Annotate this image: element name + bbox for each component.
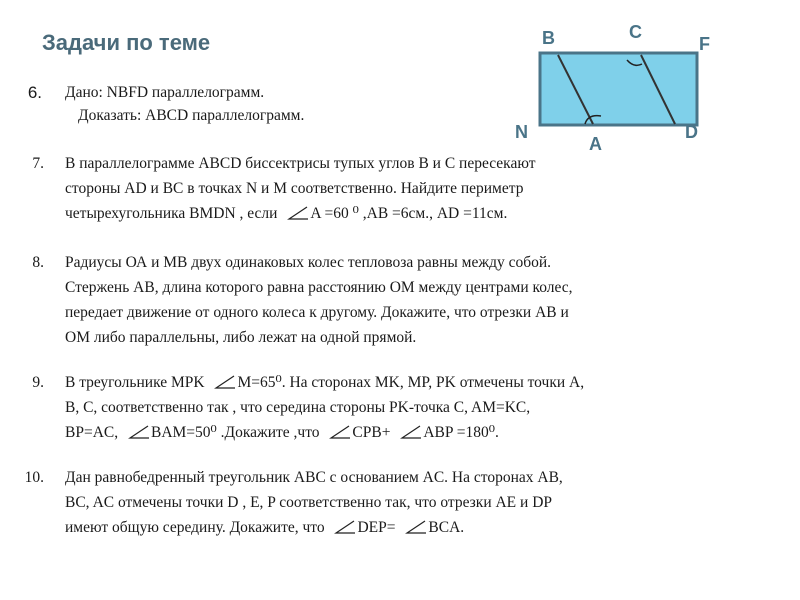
label-b: B: [542, 28, 555, 48]
problem-number: 10.: [24, 469, 44, 486]
problem-line: Доказать: ABCD параллелограмм.: [78, 107, 305, 124]
line-text: BCA.: [428, 519, 465, 536]
problem-line: В параллелограмме ABCD биссектрисы тупых углов B и C пересекают: [65, 155, 536, 172]
line-text: DEP=: [357, 519, 396, 536]
line-text: BP=AC,: [65, 424, 119, 441]
angle-symbol-icon: [287, 205, 309, 221]
problem-line: Дано: NBFD параллелограмм.: [65, 84, 265, 101]
problem-line: [65, 420, 499, 445]
problem-line: BC, AC отмечены точки D , E, P соответственно так, что отрезки AE и DP: [65, 494, 553, 511]
parallelogram-figure: [505, 20, 725, 160]
problem-number: 6.: [27, 83, 42, 102]
problem-line: Стержень АВ, длина которого равна расстоянию ОМ между центрами колес,: [65, 279, 573, 296]
label-d: D: [685, 122, 698, 142]
line-text: CPB+: [352, 424, 391, 441]
problem-line: стороны AD и BC в точках N и M соответственно. Найдите периметр: [65, 180, 524, 197]
problem-number: 9.: [32, 374, 44, 391]
line-text: четырехугольника BMDN , если: [65, 205, 278, 222]
angle-symbol-icon: [405, 519, 427, 535]
label-n: N: [515, 122, 528, 142]
problem-number: 8.: [32, 254, 44, 271]
angle-symbol-icon: [400, 424, 422, 440]
problem-number: 7.: [32, 155, 44, 172]
label-f: F: [699, 34, 710, 54]
line-text: A =60 ⁰ ,AB =6см., AD =11см.: [310, 205, 508, 222]
line-text: В треугольнике MPK: [65, 374, 205, 391]
problem-line: Дан равнобедренный треугольник ABC с основанием AC. На сторонах AB,: [65, 469, 563, 486]
angle-symbol-icon: [334, 519, 356, 535]
problem-line: B, C, соответственно так , что середина стороны PK-точка C, AM=KC,: [65, 399, 531, 416]
problem-line: [65, 515, 464, 540]
problem-line: Радиусы ОА и МВ двух одинаковых колес тепловоза равны между собой.: [65, 254, 552, 271]
problem-line: ОМ либо параллельны, либо лежат на одной прямой.: [65, 329, 417, 346]
problem-line: [65, 201, 507, 226]
angle-symbol-icon: [214, 374, 236, 390]
label-a: A: [589, 134, 602, 154]
line-text: BAM=50⁰ .Докажите ,что: [150, 424, 320, 441]
angle-symbol-icon: [329, 424, 351, 440]
line-text: M=65⁰. На сторонах MK, MP, PK отмечены точки A,: [237, 374, 585, 391]
line-text: имеют общую середину. Докажите, что: [65, 519, 325, 536]
slide-title: Задачи по теме: [42, 30, 211, 55]
problem-line: [65, 370, 584, 395]
angle-symbol-icon: [128, 424, 150, 440]
label-c: C: [629, 22, 642, 42]
line-text: ABP =180⁰.: [423, 424, 499, 441]
problem-line: передает движение от одного колеса к другому. Докажите, что отрезки АВ и: [65, 304, 569, 321]
